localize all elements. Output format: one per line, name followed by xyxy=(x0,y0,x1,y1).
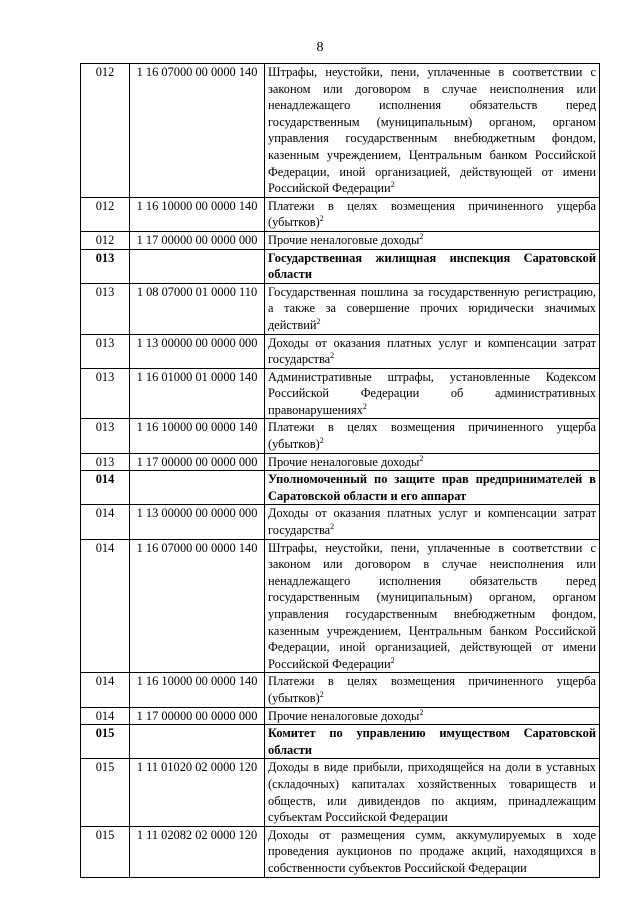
revenue-name-cell xyxy=(265,197,600,231)
admin-code-cell: 014 xyxy=(81,539,130,673)
admin-code-cell: 013 xyxy=(81,453,130,471)
table-row xyxy=(81,673,600,707)
revenue-code-cell xyxy=(130,471,265,505)
revenue-name-cell xyxy=(265,539,600,673)
table-row xyxy=(81,453,600,471)
revenue-code-cell: 1 16 07000 00 0000 140 xyxy=(130,539,265,673)
revenue-code-cell: 1 13 00000 00 0000 000 xyxy=(130,334,265,368)
admin-code-cell: 015 xyxy=(81,759,130,826)
revenue-name-text: Прочие неналоговые доходы xyxy=(268,708,420,723)
footnote-marker: 2 xyxy=(316,316,321,326)
table-row xyxy=(81,231,600,249)
revenue-codes-table xyxy=(80,63,600,878)
revenue-name-cell xyxy=(265,249,600,283)
revenue-code-cell: 1 17 00000 00 0000 000 xyxy=(130,231,265,249)
revenue-name-text: Штрафы, неустойки, пени, уплаченные в соответствии с законом или договором в случае неисполнения или ненадлежащего исполнения обязательств перед государственным (муниципальным) органом, органом управления государственным внебюджетным фондом, казенным учреждением, Центральным банком Российской Федерации, иной организацией, действующей от имени Российской Федерации xyxy=(268,65,596,196)
table-row xyxy=(81,505,600,539)
revenue-code-cell xyxy=(130,725,265,759)
footnote-marker: 2 xyxy=(419,231,424,241)
revenue-name-text: Платежи в целях возмещения причиненного ущерба (убытков) xyxy=(268,674,596,705)
table-row xyxy=(81,197,600,231)
revenue-name-text: Государственная жилищная инспекция Саратовской области xyxy=(268,250,596,282)
revenue-name-text: Доходы от размещения сумм, аккумулируемых в ходе проведения аукционов по продаже акций, находящихся в собственности субъектов Российской Федерации xyxy=(268,827,596,875)
table-row xyxy=(81,283,600,334)
revenue-name-cell xyxy=(265,725,600,759)
revenue-code-cell: 1 17 00000 00 0000 000 xyxy=(130,707,265,725)
revenue-name-text: Платежи в целях возмещения причиненного ущерба (убытков) xyxy=(268,198,596,230)
revenue-name-text: Уполномоченный по защите прав предпринимателей в Саратовской области и его аппарат xyxy=(268,472,596,503)
revenue-name-text: Доходы в виде прибыли, приходящейся на доли в уставных (складочных) капиталах хозяйственных товариществ и обществ, или дивидендов по акциям, принадлежащим субъектам Российской Федерации xyxy=(268,760,596,825)
revenue-code-cell: 1 13 00000 00 0000 000 xyxy=(130,505,265,539)
revenue-name-text: Государственная пошлина за государственную регистрацию, а также за совершение прочих юридически значимых действий xyxy=(268,284,596,332)
admin-code-cell: 012 xyxy=(81,231,130,249)
footnote-marker: 2 xyxy=(419,453,424,463)
revenue-code-cell: 1 17 00000 00 0000 000 xyxy=(130,453,265,471)
footnote-marker: 2 xyxy=(390,180,395,190)
table-section-header-row xyxy=(81,725,600,759)
admin-code-cell: 013 xyxy=(81,334,130,368)
admin-code-cell: 014 xyxy=(81,471,130,505)
revenue-name-text: Административные штрафы, установленные Кодексом Российской Федерации об административных правонарушениях xyxy=(268,369,596,417)
revenue-name-text: Доходы от оказания платных услуг и компенсации затрат государства xyxy=(268,506,596,538)
revenue-name-text: Прочие неналоговые доходы xyxy=(268,454,420,469)
footnote-marker: 2 xyxy=(390,655,395,665)
revenue-code-cell: 1 16 10000 00 0000 140 xyxy=(130,673,265,707)
revenue-name-cell xyxy=(265,673,600,707)
revenue-name-cell xyxy=(265,505,600,539)
footnote-marker: 2 xyxy=(362,401,367,411)
admin-code-cell: 015 xyxy=(81,826,130,877)
footnote-marker: 2 xyxy=(319,435,324,445)
revenue-name-cell xyxy=(265,707,600,725)
page-number: 8 xyxy=(316,40,324,55)
revenue-name-text: Прочие неналоговые доходы xyxy=(268,232,420,247)
table-row xyxy=(81,759,600,826)
table-row xyxy=(81,368,600,419)
revenue-code-cell: 1 11 02082 02 0000 120 xyxy=(130,826,265,877)
admin-code-cell: 014 xyxy=(81,673,130,707)
revenue-name-cell xyxy=(265,453,600,471)
table-row xyxy=(81,419,600,453)
admin-code-cell: 013 xyxy=(81,419,130,453)
footnote-marker: 2 xyxy=(330,350,335,360)
table-section-header-row xyxy=(81,249,600,283)
revenue-code-cell: 1 11 01020 02 0000 120 xyxy=(130,759,265,826)
revenue-code-cell xyxy=(130,249,265,283)
footnote-marker: 2 xyxy=(319,689,324,699)
revenue-code-cell: 1 16 10000 00 0000 140 xyxy=(130,197,265,231)
table-row xyxy=(81,826,600,877)
admin-code-cell: 015 xyxy=(81,725,130,759)
revenue-name-text: Доходы от оказания платных услуг и компенсации затрат государства xyxy=(268,335,596,367)
revenue-name-cell xyxy=(265,231,600,249)
revenue-name-text: Платежи в целях возмещения причиненного ущерба (убытков) xyxy=(268,420,596,452)
revenue-name-cell xyxy=(265,334,600,368)
table-row xyxy=(81,539,600,673)
revenue-code-cell: 1 16 07000 00 0000 140 xyxy=(130,64,265,198)
footnote-marker: 2 xyxy=(330,521,335,531)
table-row xyxy=(81,64,600,198)
table-section-header-row xyxy=(81,471,600,505)
revenue-name-cell xyxy=(265,64,600,198)
revenue-code-cell: 1 08 07000 01 0000 110 xyxy=(130,283,265,334)
footnote-marker: 2 xyxy=(319,214,324,224)
table-row xyxy=(81,334,600,368)
admin-code-cell: 013 xyxy=(81,368,130,419)
admin-code-cell: 012 xyxy=(81,197,130,231)
table-row xyxy=(81,707,600,725)
admin-code-cell: 014 xyxy=(81,505,130,539)
revenue-code-cell: 1 16 01000 01 0000 140 xyxy=(130,368,265,419)
revenue-name-text: Штрафы, неустойки, пени, уплаченные в соответствии с законом или договором в случае неисполнения или ненадлежащего исполнения обязательств перед государственным (муниципальным) органом, органом управления государственным внебюджетным фондом, казенным учреждением, Центральным банком Российской Федерации, иной организацией, действующей от имени Российской Федерации xyxy=(268,540,596,671)
revenue-name-text: Комитет по управлению имуществом Саратовской области xyxy=(268,726,596,757)
revenue-name-cell xyxy=(265,471,600,505)
revenue-name-cell xyxy=(265,419,600,453)
revenue-name-cell xyxy=(265,826,600,877)
footnote-marker: 2 xyxy=(419,707,424,717)
admin-code-cell: 014 xyxy=(81,707,130,725)
admin-code-cell: 013 xyxy=(81,249,130,283)
admin-code-cell: 012 xyxy=(81,64,130,198)
revenue-code-cell: 1 16 10000 00 0000 140 xyxy=(130,419,265,453)
revenue-name-cell xyxy=(265,368,600,419)
revenue-name-cell xyxy=(265,283,600,334)
revenue-name-cell xyxy=(265,759,600,826)
admin-code-cell: 013 xyxy=(81,283,130,334)
